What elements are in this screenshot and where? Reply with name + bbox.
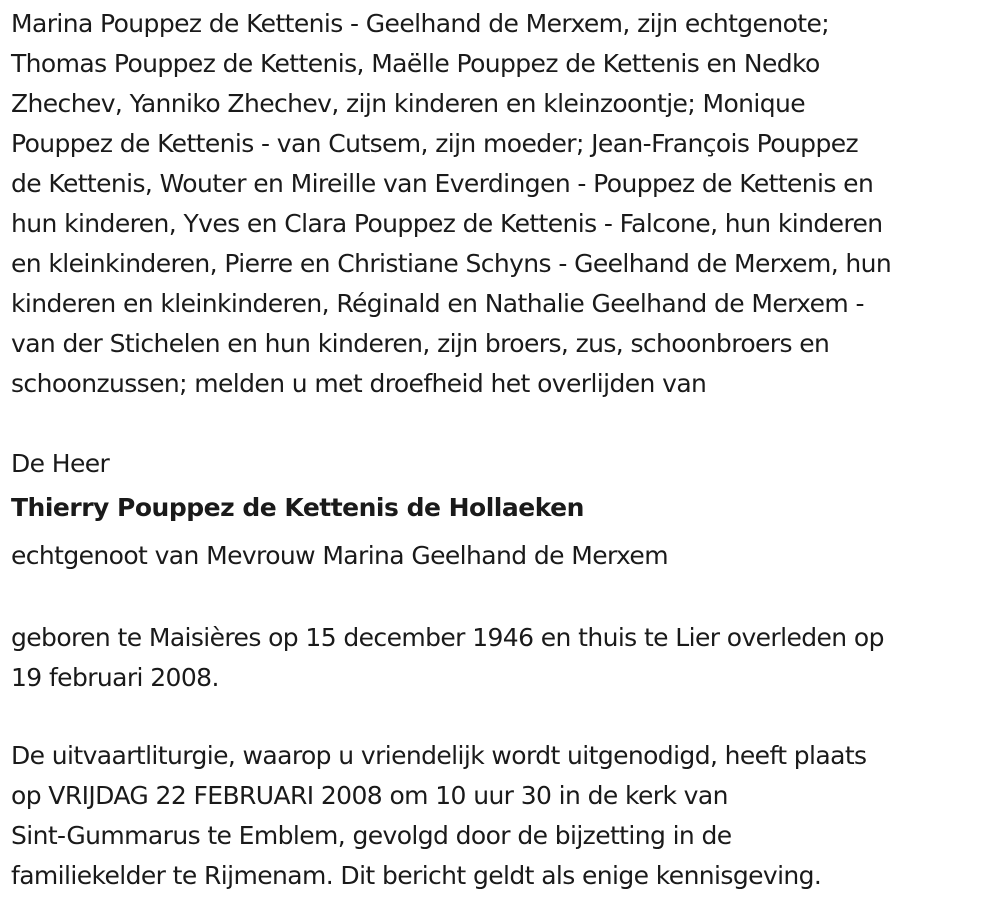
funeral-line: familiekelder te Rijmenam. Dit bericht geldt als enige kennisgeving. xyxy=(11,861,822,890)
spouse-line: echtgenoot van Mevrouw Marina Geelhand de Merxem xyxy=(11,541,668,570)
spacer xyxy=(11,580,986,618)
funeral-line: De uitvaartliturgie, waarop u vriendelijk wordt uitgenodigd, heeft plaats xyxy=(11,741,867,770)
intro-line: hun kinderen, Yves en Clara Pouppez de Kettenis - Falcone, hun kinderen xyxy=(11,209,883,238)
intro-line: Pouppez de Kettenis - van Cutsem, zijn moeder; Jean-François Pouppez xyxy=(11,129,859,158)
intro-line: kinderen en kleinkinderen, Réginald en Nathalie Geelhand de Merxem - xyxy=(11,289,864,318)
intro-line: en kleinkinderen, Pierre en Christiane Schyns - Geelhand de Merxem, hun xyxy=(11,249,892,278)
intro-line: van der Stichelen en hun kinderen, zijn broers, zus, schoonbroers en xyxy=(11,329,830,358)
intro-paragraph xyxy=(11,4,986,404)
funeral-line: Sint-Gummarus te Emblem, gevolgd door de bijzetting in de xyxy=(11,821,732,850)
death-notice xyxy=(11,4,986,896)
deceased-name: Thierry Pouppez de Kettenis de Hollaeken xyxy=(11,493,584,522)
intro-line: schoonzussen; melden u met droefheid het overlijden van xyxy=(11,369,707,398)
funeral-line: op VRIJDAG 22 FEBRUARI 2008 om 10 uur 30 in de kerk van xyxy=(11,781,728,810)
spacer xyxy=(11,698,986,736)
intro-line: de Kettenis, Wouter en Mireille van Everdingen - Pouppez de Kettenis en xyxy=(11,169,874,198)
intro-line: Marina Pouppez de Kettenis - Geelhand de Merxem, zijn echtgenote; xyxy=(11,9,830,38)
spacer xyxy=(11,404,986,444)
intro-line: Thomas Pouppez de Kettenis, Maëlle Pouppez de Kettenis en Nedko xyxy=(11,49,820,78)
birth-death-line: 19 februari 2008. xyxy=(11,663,219,692)
birth-death-line: geboren te Maisières op 15 december 1946 en thuis te Lier overleden op xyxy=(11,623,884,652)
birth-death-paragraph xyxy=(11,618,986,698)
salutation: De Heer xyxy=(11,449,110,478)
intro-line: Zhechev, Yanniko Zhechev, zijn kinderen en kleinzoontje; Monique xyxy=(11,89,806,118)
funeral-paragraph xyxy=(11,736,986,896)
